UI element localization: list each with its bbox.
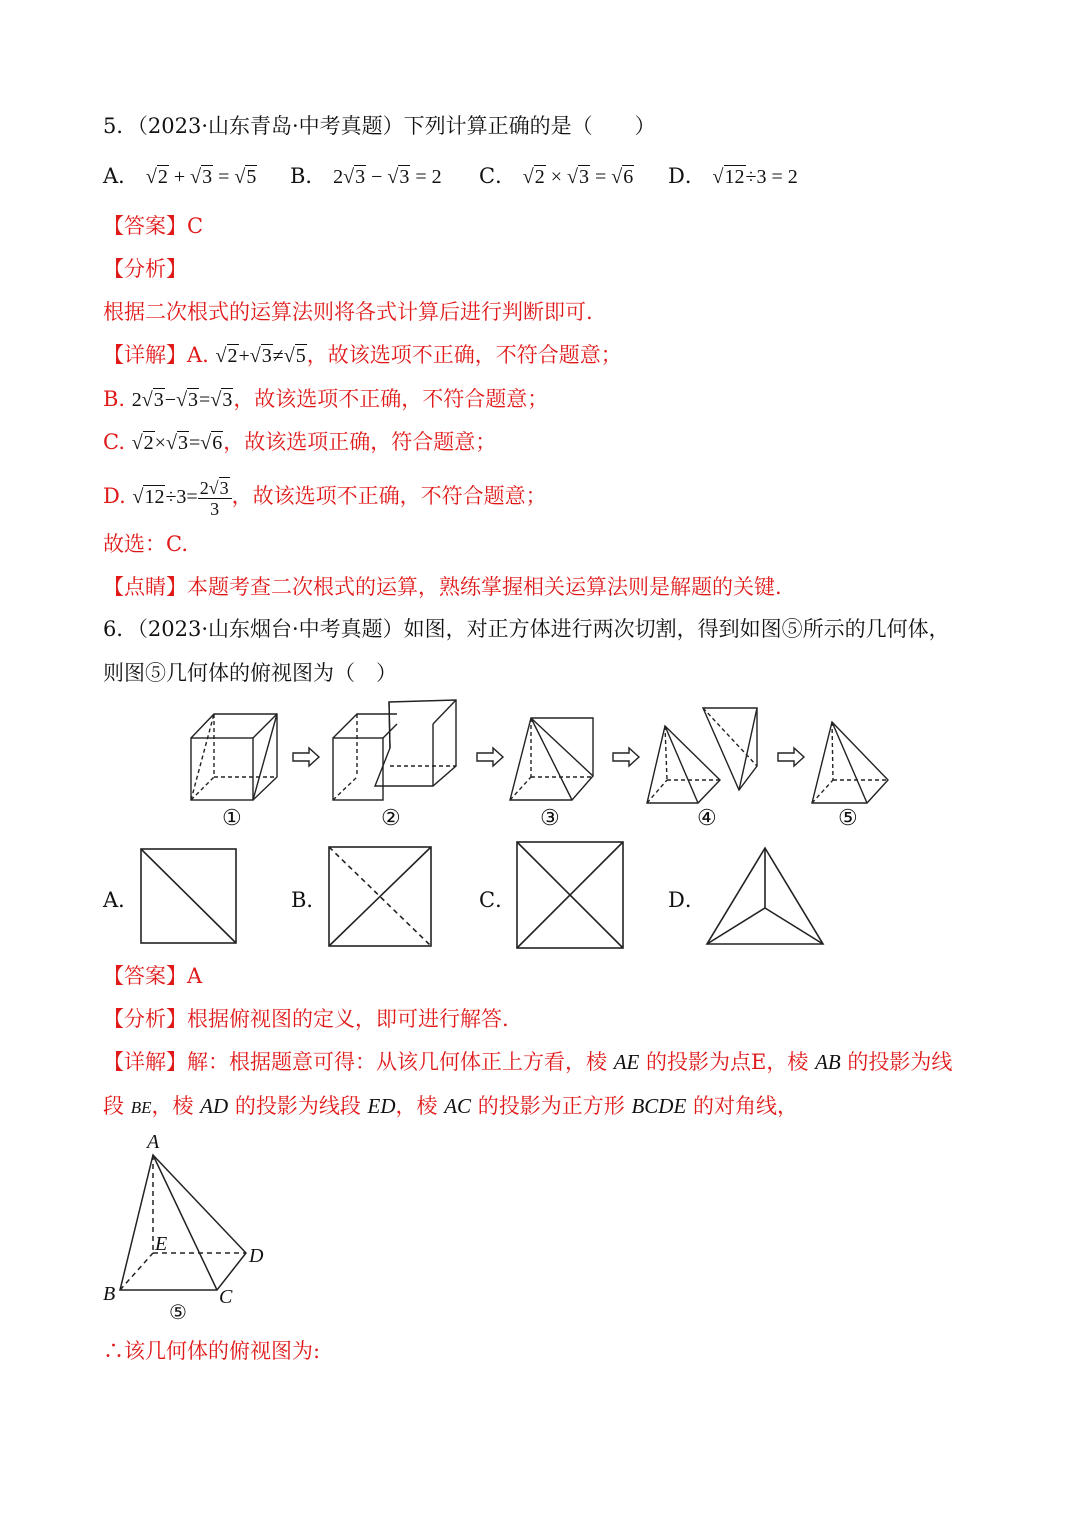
detail-label: A.	[187, 343, 209, 367]
answer-value: C	[187, 214, 204, 238]
q5-option-b: B． 2√3 − √3 = 2	[290, 164, 442, 188]
answer-value: A	[187, 964, 203, 988]
coefficient: 2	[333, 166, 344, 188]
edge-ad: AD	[200, 1094, 229, 1118]
detail-label: B.	[103, 387, 126, 411]
q5-detail-a: 【详解】A. √2+√3≠√5，故该选项不正确，不符合题意；	[103, 343, 622, 367]
detail-text: ，棱	[395, 1094, 438, 1118]
equals: =	[199, 389, 211, 411]
option-label: B．	[290, 164, 327, 188]
detail-text: 的投影为线段	[234, 1094, 361, 1118]
q5-analysis-text: 根据二次根式的运算法则将各式计算后进行判断即可.	[103, 300, 593, 324]
answer-tag: 【答案】	[103, 214, 187, 238]
detail-tag: 【详解】	[103, 1050, 187, 1074]
comment-tag: 【点睛】	[103, 575, 187, 599]
equals: =	[186, 486, 198, 509]
detail-text: ，故该选项不正确，不符合题意；	[306, 343, 622, 367]
radicand: 5	[295, 345, 306, 367]
radicand: 3	[202, 166, 213, 188]
vertex-b-label: B	[103, 1283, 116, 1305]
point-e: E，	[751, 1050, 788, 1074]
denominator: 3	[210, 499, 220, 519]
q6-source: （2023·山东烟台·中考真题）	[137, 617, 404, 641]
q5-option-d: D． √12÷3 = 2	[668, 164, 798, 188]
analysis-tag: 【分析】	[103, 1007, 187, 1031]
radicand: 5	[246, 166, 257, 188]
equals: =	[218, 166, 230, 188]
vertex-e-label: E	[155, 1233, 168, 1255]
detail-text: ，棱	[151, 1094, 194, 1118]
operator: +	[173, 166, 186, 188]
choice-d-triangle	[707, 848, 823, 944]
radicand: 3	[579, 166, 590, 188]
q5-option-c: C． √2 × √3 = √6	[479, 164, 634, 188]
result: 2	[787, 166, 798, 188]
option-label: A．	[103, 164, 140, 188]
detail-text: 棱	[787, 1050, 809, 1074]
answer-tag: 【答案】	[103, 964, 187, 988]
result: 2	[431, 166, 442, 188]
radicand: 3	[153, 389, 164, 411]
radicand: 2	[157, 166, 168, 188]
radicand: 6	[212, 432, 223, 454]
radicand: 3	[177, 432, 188, 454]
q6-stem-text: 如图，对正方体进行两次切割，得到如图⑤所示的几何体，	[403, 617, 950, 641]
coefficient: 2	[131, 389, 142, 411]
figure-label-4: ④	[697, 806, 717, 831]
detail-tag: 【详解】	[103, 343, 187, 367]
edge-ae: AE	[613, 1050, 640, 1074]
q5-detail-c: C. √2×√3=√6，故该选项正确，符合题意；	[103, 430, 497, 454]
figure-label-3: ③	[540, 806, 560, 831]
option-label: D．	[668, 164, 706, 188]
square-bcde: BCDE	[631, 1094, 687, 1118]
detail-text: 的投影为点	[646, 1050, 752, 1074]
numerator-coefficient: 2	[199, 478, 209, 498]
operator: ÷3	[165, 486, 187, 509]
detail-text: 的对角线，	[692, 1094, 798, 1118]
equals: =	[771, 166, 783, 188]
operator: −	[164, 389, 177, 411]
edge-ab: AB	[815, 1050, 841, 1074]
radicand: 2	[143, 432, 154, 454]
vertex-d-label: D	[249, 1245, 264, 1267]
q5-analysis-tag: 【分析】	[103, 257, 187, 281]
q5-source: （2023·山东青岛·中考真题）	[137, 114, 404, 138]
operator: ÷3	[745, 166, 767, 188]
relation: ≠	[272, 345, 284, 367]
choice-label-b: B．	[291, 888, 328, 912]
figure-label-2: ②	[381, 806, 401, 831]
radicand: 3	[219, 478, 229, 498]
edge-ed: ED	[367, 1094, 396, 1118]
vertex-a-label: A	[147, 1131, 160, 1153]
radicand: 3	[222, 389, 233, 411]
figure-label-5: ⑤	[838, 806, 858, 831]
radicand: 6	[623, 166, 634, 188]
choice-label-a: A．	[103, 888, 140, 912]
choice-c-square	[517, 842, 623, 948]
detail-label: D.	[103, 484, 126, 509]
edge-ac: AC	[444, 1094, 472, 1118]
radicand: 2	[534, 166, 545, 188]
radicand: 12	[144, 486, 165, 509]
radicand: 2	[227, 345, 238, 367]
pyramid-figure-label: ⑤	[169, 1300, 187, 1324]
comment-text: 本题考查二次根式的运算，熟练掌握相关运算法则是解题的关键.	[187, 575, 782, 599]
choice-label-d: D．	[668, 888, 706, 912]
detail-label: C.	[103, 430, 125, 454]
q5-number: 5．	[103, 114, 138, 138]
q6-stem-line2: 则图⑤几何体的俯视图为（ ）	[103, 661, 397, 685]
q5-option-a: A． √2 + √3 = √5	[103, 164, 257, 188]
operator: +	[238, 345, 250, 367]
analysis-text: 根据俯视图的定义，即可进行解答.	[187, 1007, 509, 1031]
choice-b-square	[329, 847, 431, 946]
figure-label-1: ①	[222, 806, 242, 831]
detail-text: 的投影为线	[847, 1050, 953, 1074]
q5-detail-d: D. √12÷3= $\frac{2√3}{3}$ ，故该选项不正确，不符合题意；	[103, 478, 547, 519]
q5-stem-text: 下列计算正确的是（ ）	[403, 114, 656, 138]
radicand: 3	[188, 389, 199, 411]
choice-label-c: C．	[479, 888, 517, 912]
radicand: 3	[355, 166, 366, 188]
detail-text: ，故该选项正确，符合题意；	[223, 430, 497, 454]
detail-text: 解：根据题意可得：从该几何体正上方看，棱	[187, 1050, 607, 1074]
operator: −	[371, 166, 383, 188]
equals: =	[595, 166, 607, 188]
q6-final-line: ∴该几何体的俯视图为:	[103, 1339, 321, 1363]
equals: =	[415, 166, 427, 188]
vertex-c-label: C	[219, 1286, 233, 1308]
option-label: C．	[479, 164, 517, 188]
q6-number: 6．	[103, 617, 138, 641]
detail-text: ，故该选项不正确，不符合题意；	[231, 484, 547, 509]
radicand: 3	[261, 345, 272, 367]
radicand: 3	[399, 166, 410, 188]
detail-text: 的投影为正方形	[477, 1094, 625, 1118]
operator: ×	[550, 166, 563, 188]
detail-text: ，故该选项不正确，不符合题意；	[233, 387, 549, 411]
equals: =	[188, 432, 201, 454]
q5-conclusion: 故选：C.	[103, 532, 188, 556]
radicand: 12	[724, 166, 745, 188]
detail-text: 段	[103, 1094, 124, 1118]
q5-detail-b: B. 2√3−√3=√3，故该选项不正确，不符合题意；	[103, 387, 549, 411]
fraction: $\frac{2√3}{3}$	[198, 478, 232, 519]
edge-be: BE	[130, 1098, 152, 1117]
operator: ×	[154, 432, 166, 454]
